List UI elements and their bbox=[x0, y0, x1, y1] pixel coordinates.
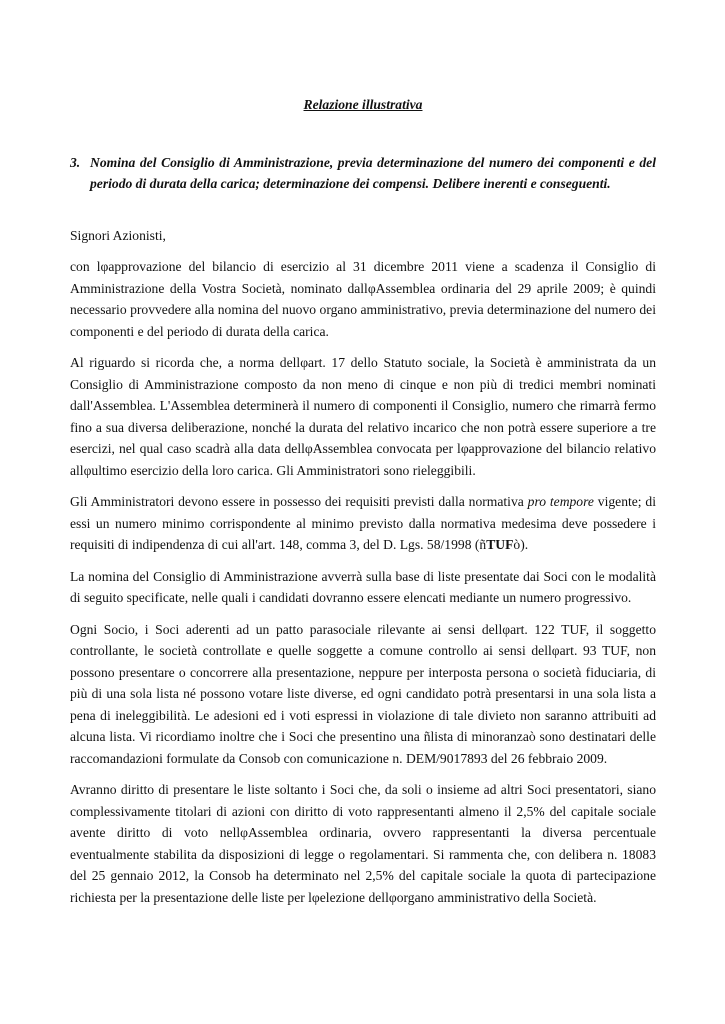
paragraph-3-part-a: Gli Amministratori devono essere in possesso dei requisiti previsti dalla normativa bbox=[70, 494, 528, 509]
paragraph-3 bbox=[70, 491, 656, 556]
section-number: 3. bbox=[70, 154, 81, 170]
paragraph-3-part-b: vigente; di essi un numero minimo corrispondente al minimo previsto dalla normativa medesima deve possedere i requisiti di indipendenza di cui all'art. 148, comma 3, del D. Lgs. 58/1998 (ñ bbox=[70, 494, 657, 552]
section-heading-text: Nomina del Consiglio di Amministrazione, previa determinazione del numero dei componenti e del periodo di durata della carica; determinazione dei compensi. Delibere inerenti e conseguenti. bbox=[90, 154, 656, 191]
section-heading bbox=[70, 152, 656, 195]
paragraph-2: Al riguardo si ricorda che, a norma dellφart. 17 dello Statuto sociale, la Società è amministrata da un Consiglio di Amministrazione composto da non meno di cinque e non più di tredici membri nominati dall'Assemblea. L'Assemblea determinerà il numero di componenti il Consiglio, numero che rimarrà fermo fino a sua diversa deliberazione, nonché la durata del relativo incarico che non potrà essere superiore a tre esercizi, nel qual caso scadrà alla data dellφAssemblea convocata per lφapprovazione del bilancio relativo allφultimo esercizio della loro carica. Gli Amministratori sono rieleggibili. bbox=[70, 355, 656, 478]
document-page bbox=[70, 94, 656, 918]
document-title: Relazione illustrativa bbox=[303, 97, 423, 112]
paragraph-3-part-c: ò). bbox=[513, 537, 529, 552]
paragraph-1: con lφapprovazione del bilancio di esercizio al 31 dicembre 2011 viene a scadenza il Consiglio di Amministrazione della Vostra Società, nominato dallφAssemblea ordinaria del 29 aprile 2009; è quindi necessario provvedere alla nomina del nuovo organo amministrativo, previa determinazione del numero dei componenti e del periodo di durata della carica. bbox=[70, 259, 656, 339]
paragraph-6: Avranno diritto di presentare le liste soltanto i Soci che, da soli o insieme ad altri Soci presentatori, siano complessivamente titolari di azioni con diritto di voto rappresentanti almeno il 2,5% del capitale sociale avente diritto di voto nellφAssemblea ordinaria, ovvero rappresentanti la diversa percentuale eventualmente stabilita da disposizioni di legge o regolamentari. Si rammenta che, con delibera n. 18083 del 25 gennaio 2012, la Consob ha determinato nel 2,5% del capitale sociale la quota di partecipazione richiesta per la presentazione delle liste per lφelezione dellφorgano amministrativo della Società. bbox=[70, 782, 656, 905]
paragraph-5: Ogni Socio, i Soci aderenti ad un patto parasociale rilevante ai sensi dellφart. 122 TUF, il soggetto controllante, le società controllate e quelle soggette a comune controllo ai sensi dellφart. 93 TUF, non possono presentare o concorrere alla presentazione, neppure per interposta persona o società fiduciaria, di più di una sola lista né possono votare liste diverse, ed ogni candidato potrà presentarsi in una sola lista a pena di ineleggibilità. Le adesioni ed i voti espressi in violazione di tale divieto non saranno attribuiti ad alcuna lista. Vi ricordiamo inoltre che i Soci che presentino una ñlista di minoranzaò sono destinatari delle raccomandazioni formulate da Consob con comunicazione n. DEM/9017893 del 26 febbraio 2009. bbox=[70, 621, 656, 766]
paragraph-4: La nomina del Consiglio di Amministrazione avverrà sulla base di liste presentate dai Soci con le modalità di seguito specificate, nelle quali i candidati dovranno essere elencati mediante un numero progressivo. bbox=[70, 568, 656, 605]
paragraph-3-bold: TUF bbox=[486, 537, 514, 552]
salutation: Signori Azionisti, bbox=[70, 227, 166, 243]
paragraph-3-italic: pro tempore bbox=[527, 494, 594, 509]
